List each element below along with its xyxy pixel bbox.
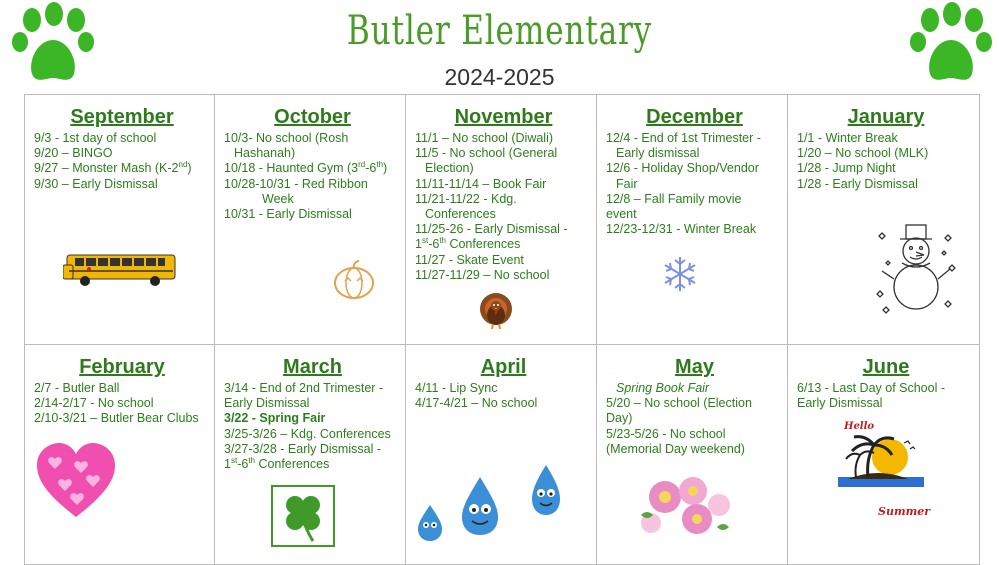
palm-island-icon <box>838 433 924 499</box>
event-item <box>415 177 592 192</box>
event-text: st <box>230 455 238 465</box>
hello-text: Hello <box>844 421 875 432</box>
event-text: 5/20 – No school (Election <box>606 396 752 411</box>
event-text: 11/27-11/29 – No school <box>415 267 550 282</box>
event-list <box>224 381 401 472</box>
event-text: 1/28 - Early Dismissal <box>797 176 918 191</box>
event-item <box>797 177 975 192</box>
event-item <box>34 161 210 176</box>
event-text: 3/25-3/26 – Kdg. Conferences <box>224 426 391 441</box>
event-text: 3/14 - End of 2nd Trimester - <box>224 381 384 395</box>
event-text: (Memorial Day weekend) <box>606 441 745 456</box>
event-list <box>797 381 975 411</box>
month-cell-december <box>597 95 788 345</box>
event-text: Early dismissal <box>616 146 700 161</box>
event-text: st <box>421 236 429 246</box>
event-text: 1 <box>415 237 422 252</box>
month-title: September <box>70 106 174 128</box>
event-item <box>415 381 592 396</box>
event-item <box>224 411 401 426</box>
event-text: 12/8 – Fall Family movie <box>606 191 742 206</box>
event-text: 11/25-26 - Early Dismissal - <box>415 222 568 237</box>
event-item <box>797 146 975 161</box>
month-title: November <box>454 106 553 128</box>
event-item <box>797 161 975 176</box>
event-text: Conferences <box>425 207 496 222</box>
event-text: 1/28 - Jump Night <box>797 161 896 176</box>
month-title: March <box>283 356 342 378</box>
event-list <box>34 131 210 192</box>
event-text: Conferences <box>445 237 521 252</box>
event-list <box>797 131 975 192</box>
event-text: 11/21-11/22 - Kdg. <box>415 191 517 206</box>
event-item <box>415 192 592 222</box>
event-text: 9/3 - 1st day of school <box>34 131 157 145</box>
event-item <box>606 222 783 237</box>
event-item <box>34 146 210 161</box>
heart-icon <box>35 441 117 521</box>
event-list <box>224 131 401 222</box>
event-text: 12/23-12/31 - Winter Break <box>606 222 757 237</box>
event-text: -6 <box>428 237 440 252</box>
event-text: 11/11-11/14 – Book Fair <box>415 176 547 191</box>
snowman-icon <box>874 221 960 317</box>
event-item <box>415 146 592 176</box>
event-text: Hashanah) <box>234 146 296 161</box>
turkey-icon <box>476 291 516 331</box>
event-text: 1/20 – No school (MLK) <box>797 146 929 161</box>
event-text: th <box>248 455 255 465</box>
event-item <box>797 131 975 146</box>
summer-text: Summer <box>878 505 931 518</box>
event-item <box>224 177 401 207</box>
event-text: Day) <box>606 411 633 426</box>
event-line <box>224 457 401 472</box>
event-text: Fair <box>616 176 638 191</box>
event-item <box>224 207 401 222</box>
event-text: th <box>439 236 446 246</box>
event-text: 2/14-2/17 - No school <box>34 396 154 411</box>
month-title: December <box>646 106 743 128</box>
event-item <box>415 253 592 268</box>
event-text: event <box>606 207 637 222</box>
month-title: January <box>847 106 925 128</box>
event-text: 6/13 - Last Day of School - <box>797 381 945 395</box>
month-cell-october <box>215 95 406 345</box>
event-item <box>34 177 210 192</box>
month-cell-june <box>788 345 980 565</box>
event-item <box>415 222 592 252</box>
snowflake-icon <box>661 255 699 293</box>
flowers-icon <box>637 469 733 541</box>
event-text: rd <box>358 160 366 170</box>
event-text: Spring Book Fair <box>616 381 710 395</box>
event-list <box>415 381 592 411</box>
event-text: -6 <box>237 457 249 472</box>
month-cell-september <box>25 95 215 345</box>
event-text: 2/10-3/21 – Butler Bear Clubs <box>34 411 199 426</box>
event-text: nd <box>178 160 188 170</box>
month-cell-april <box>406 345 597 565</box>
school-year: 2024-2025 <box>444 64 555 90</box>
event-list <box>606 381 783 457</box>
event-item <box>797 381 975 411</box>
event-text: ) <box>383 161 388 176</box>
month-cell-february <box>25 345 215 565</box>
month-cell-january <box>788 95 980 345</box>
event-item <box>606 396 783 426</box>
event-list <box>606 131 783 237</box>
event-list <box>34 381 210 427</box>
event-item <box>415 396 592 411</box>
event-text: -6 <box>365 161 377 176</box>
event-text: ) <box>187 161 192 176</box>
event-text: 3/22 - Spring Fair <box>224 411 326 426</box>
month-title: October <box>274 106 351 128</box>
event-text: 5/23-5/26 - No school <box>606 426 726 441</box>
event-text: th <box>376 160 384 170</box>
event-text: 10/18 - Haunted Gym (3 <box>224 161 359 176</box>
event-text: 11/27 - Skate Event <box>415 252 524 267</box>
event-item <box>606 427 783 457</box>
event-text: 11/5 - No school (General <box>415 146 558 161</box>
pumpkin-icon <box>331 259 377 301</box>
event-text: 10/3- No school (Rosh <box>224 131 349 145</box>
event-item <box>224 427 401 442</box>
event-item <box>34 131 210 146</box>
event-item <box>224 161 401 176</box>
event-text: 11/1 – No school (Diwali) <box>415 131 554 145</box>
clover-icon <box>271 485 335 547</box>
event-text: Week <box>262 191 294 206</box>
event-item <box>34 396 210 411</box>
event-text: 4/11 - Lip Sync <box>415 381 498 395</box>
school-bus-icon <box>63 253 179 287</box>
raindrops-icon <box>412 465 580 545</box>
month-title: April <box>480 356 527 378</box>
event-text: 9/27 – Monster Mash (K-2 <box>34 161 179 176</box>
event-text: 1 <box>224 457 231 472</box>
month-cell-november <box>406 95 597 345</box>
event-item <box>606 161 783 191</box>
event-text: Early Dismissal <box>224 396 310 411</box>
month-cell-march <box>215 345 406 565</box>
event-text: 9/20 – BINGO <box>34 146 113 161</box>
event-item <box>415 268 592 283</box>
event-item <box>34 411 210 426</box>
event-text: 1/1 - Winter Break <box>797 131 898 145</box>
month-title: February <box>79 356 165 378</box>
event-item <box>606 192 783 222</box>
event-item <box>606 381 783 396</box>
event-item <box>606 131 783 161</box>
month-title: May <box>675 356 714 378</box>
event-text: 10/31 - Early Dismissal <box>224 207 352 222</box>
event-text: 9/30 – Early Dismissal <box>34 176 158 191</box>
event-text: 10/28-10/31 - Red Ribbon <box>224 176 368 191</box>
event-item <box>224 442 401 472</box>
event-line <box>415 237 592 252</box>
event-text: 12/4 - End of 1st Trimester - <box>606 131 761 145</box>
calendar-grid <box>24 94 980 565</box>
event-item <box>224 381 401 411</box>
event-text: 3/27-3/28 - Early Dismissal - <box>224 441 381 456</box>
event-list <box>415 131 592 283</box>
event-item <box>415 131 592 146</box>
summer-island-art <box>838 417 931 523</box>
month-cell-may <box>597 345 788 565</box>
event-text: Conferences <box>254 457 330 472</box>
event-item <box>34 381 210 396</box>
page-title: Butler Elementary <box>346 8 653 54</box>
event-text: Early Dismissal <box>797 396 883 411</box>
event-text: 4/17-4/21 – No school <box>415 396 538 411</box>
event-text: 12/6 - Holiday Shop/Vendor <box>606 161 759 176</box>
event-item <box>224 131 401 161</box>
event-text: 2/7 - Butler Ball <box>34 381 120 395</box>
event-text: Election) <box>425 161 474 176</box>
month-title: June <box>862 356 910 378</box>
